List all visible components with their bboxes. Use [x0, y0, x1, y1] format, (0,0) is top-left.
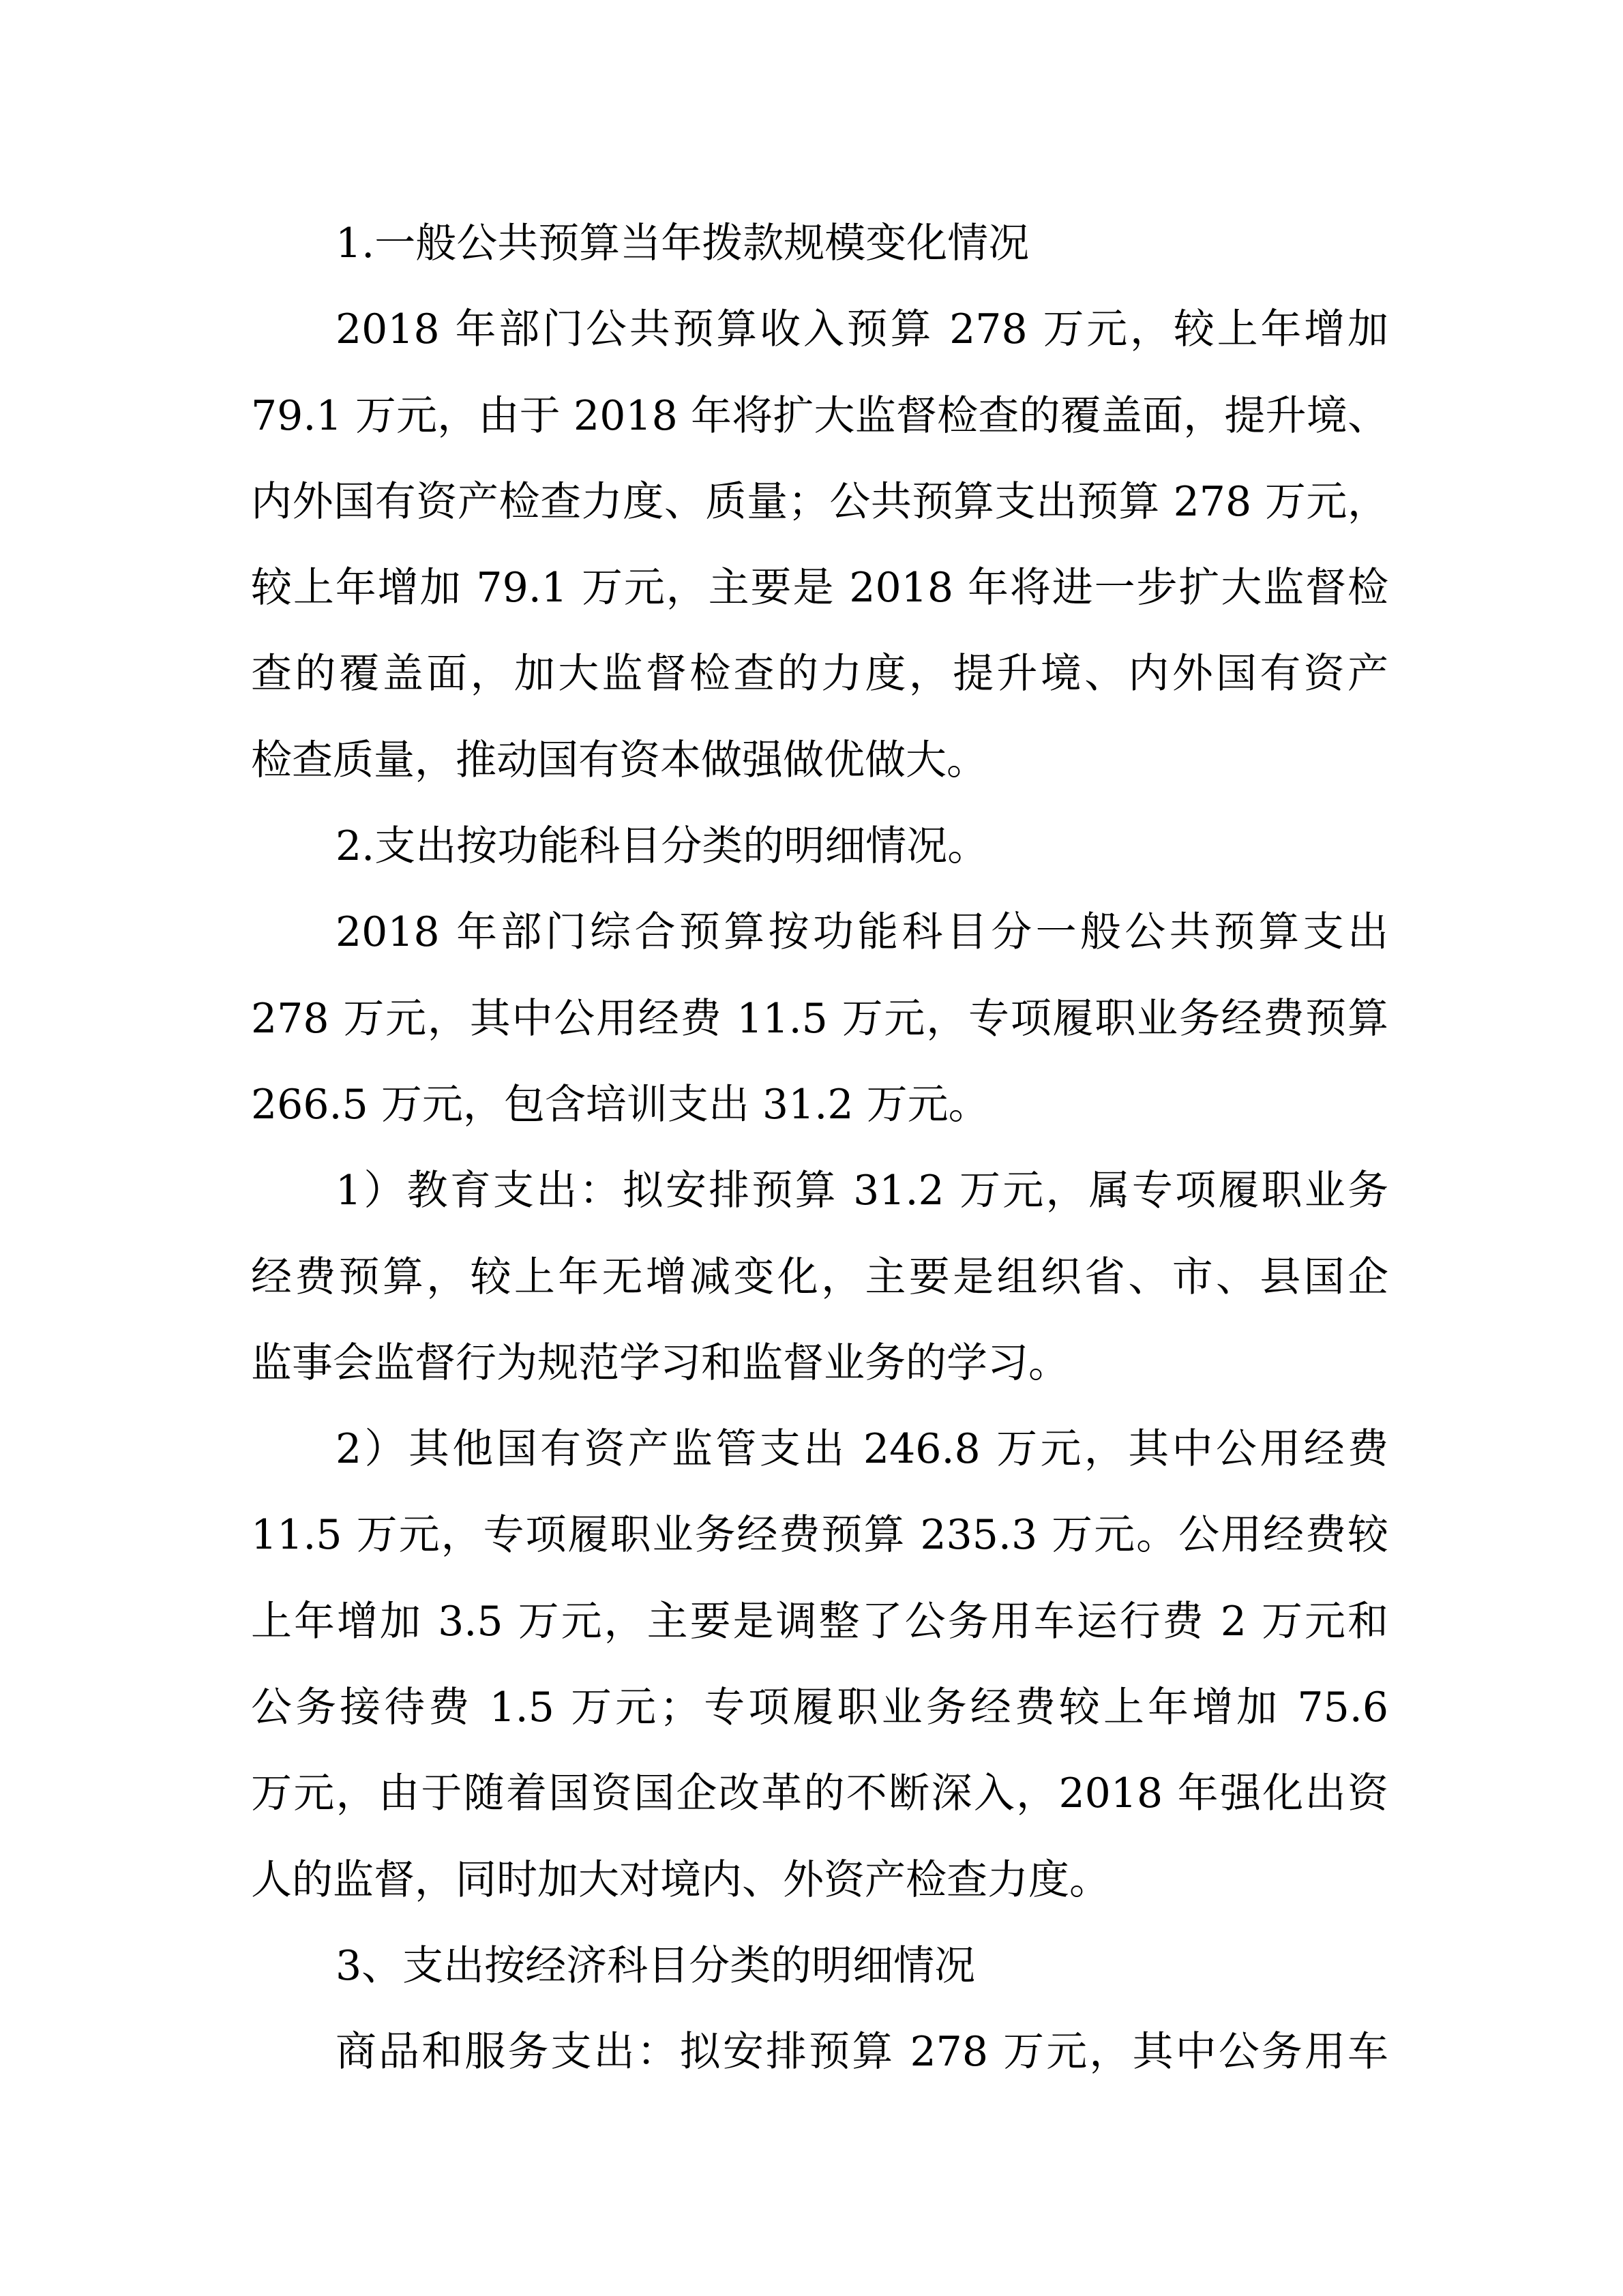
- section-heading-2: [251, 803, 1388, 889]
- document-body: [251, 200, 1388, 2096]
- section-heading-3: [251, 1923, 1388, 2009]
- paragraph-line: 1）教育支出：拟安排预算 31.2 万元，属专项履职业务: [336, 1167, 1388, 1215]
- paragraph-line: 公务接待费 1.5 万元；专项履职业务经费较上年增加 75.6: [251, 1684, 1388, 1732]
- paragraph-goods-services-expenditure: [251, 2009, 1388, 2095]
- paragraph-budget-change: [251, 286, 1388, 803]
- paragraph-line: 查的覆盖面，加大监督检查的力度，提升境、内外国有资产: [251, 650, 1388, 698]
- section-heading-1: [251, 200, 1388, 286]
- paragraph-line: 2018 年部门公共预算收入预算 278 万元，较上年增加: [336, 305, 1388, 354]
- paragraph-line: 2018 年部门综合预算按功能科目分一般公共预算支出: [336, 908, 1388, 957]
- paragraph-line: 监事会监督行为规范学习和监督业务的学习。: [251, 1339, 1069, 1387]
- paragraph-line: 上年增加 3.5 万元，主要是调整了公务用车运行费 2 万元和: [251, 1597, 1388, 1645]
- section-heading: 2.支出按功能科目分类的明细情况。: [336, 822, 989, 871]
- paragraph-line: 内外国有资产检查力度、质量；公共预算支出预算 278 万元，: [251, 477, 1388, 526]
- paragraph-education-expenditure: [251, 1148, 1388, 1406]
- paragraph-asset-supervision-expenditure: [251, 1406, 1388, 1923]
- paragraph-line: 266.5 万元，包含培训支出 31.2 万元。: [251, 1080, 989, 1129]
- paragraph-line: 278 万元，其中公用经费 11.5 万元，专项履职业务经费预算: [251, 994, 1388, 1043]
- paragraph-line: 人的监督，同时加大对境内、外资产检查力度。: [251, 1855, 1110, 1904]
- paragraph-line: 经费预算，较上年无增减变化，主要是组织省、市、县国企: [251, 1253, 1388, 1301]
- paragraph-line: 较上年增加 79.1 万元，主要是 2018 年将进一步扩大监督检: [251, 564, 1388, 612]
- paragraph-line: 79.1 万元，由于 2018 年将扩大监督检查的覆盖面，提升境、: [251, 391, 1388, 440]
- section-heading: 3、支出按经济科目分类的明细情况: [336, 1941, 976, 1990]
- paragraph-functional-expenditure: [251, 889, 1388, 1148]
- paragraph-line: 11.5 万元，专项履职业务经费预算 235.3 万元。公用经费较: [251, 1511, 1388, 1560]
- paragraph-line: 2）其他国有资产监管支出 246.8 万元，其中公用经费: [336, 1425, 1388, 1474]
- paragraph-line: 检查质量，推动国有资本做强做优做大。: [251, 736, 987, 784]
- section-heading: 1.一般公共预算当年拨款规模变化情况: [336, 220, 1030, 267]
- paragraph-line: 商品和服务支出：拟安排预算 278 万元，其中公务用车: [336, 2028, 1388, 2076]
- paragraph-line: 万元，由于随着国资国企改革的不断深入，2018 年强化出资: [251, 1770, 1388, 1818]
